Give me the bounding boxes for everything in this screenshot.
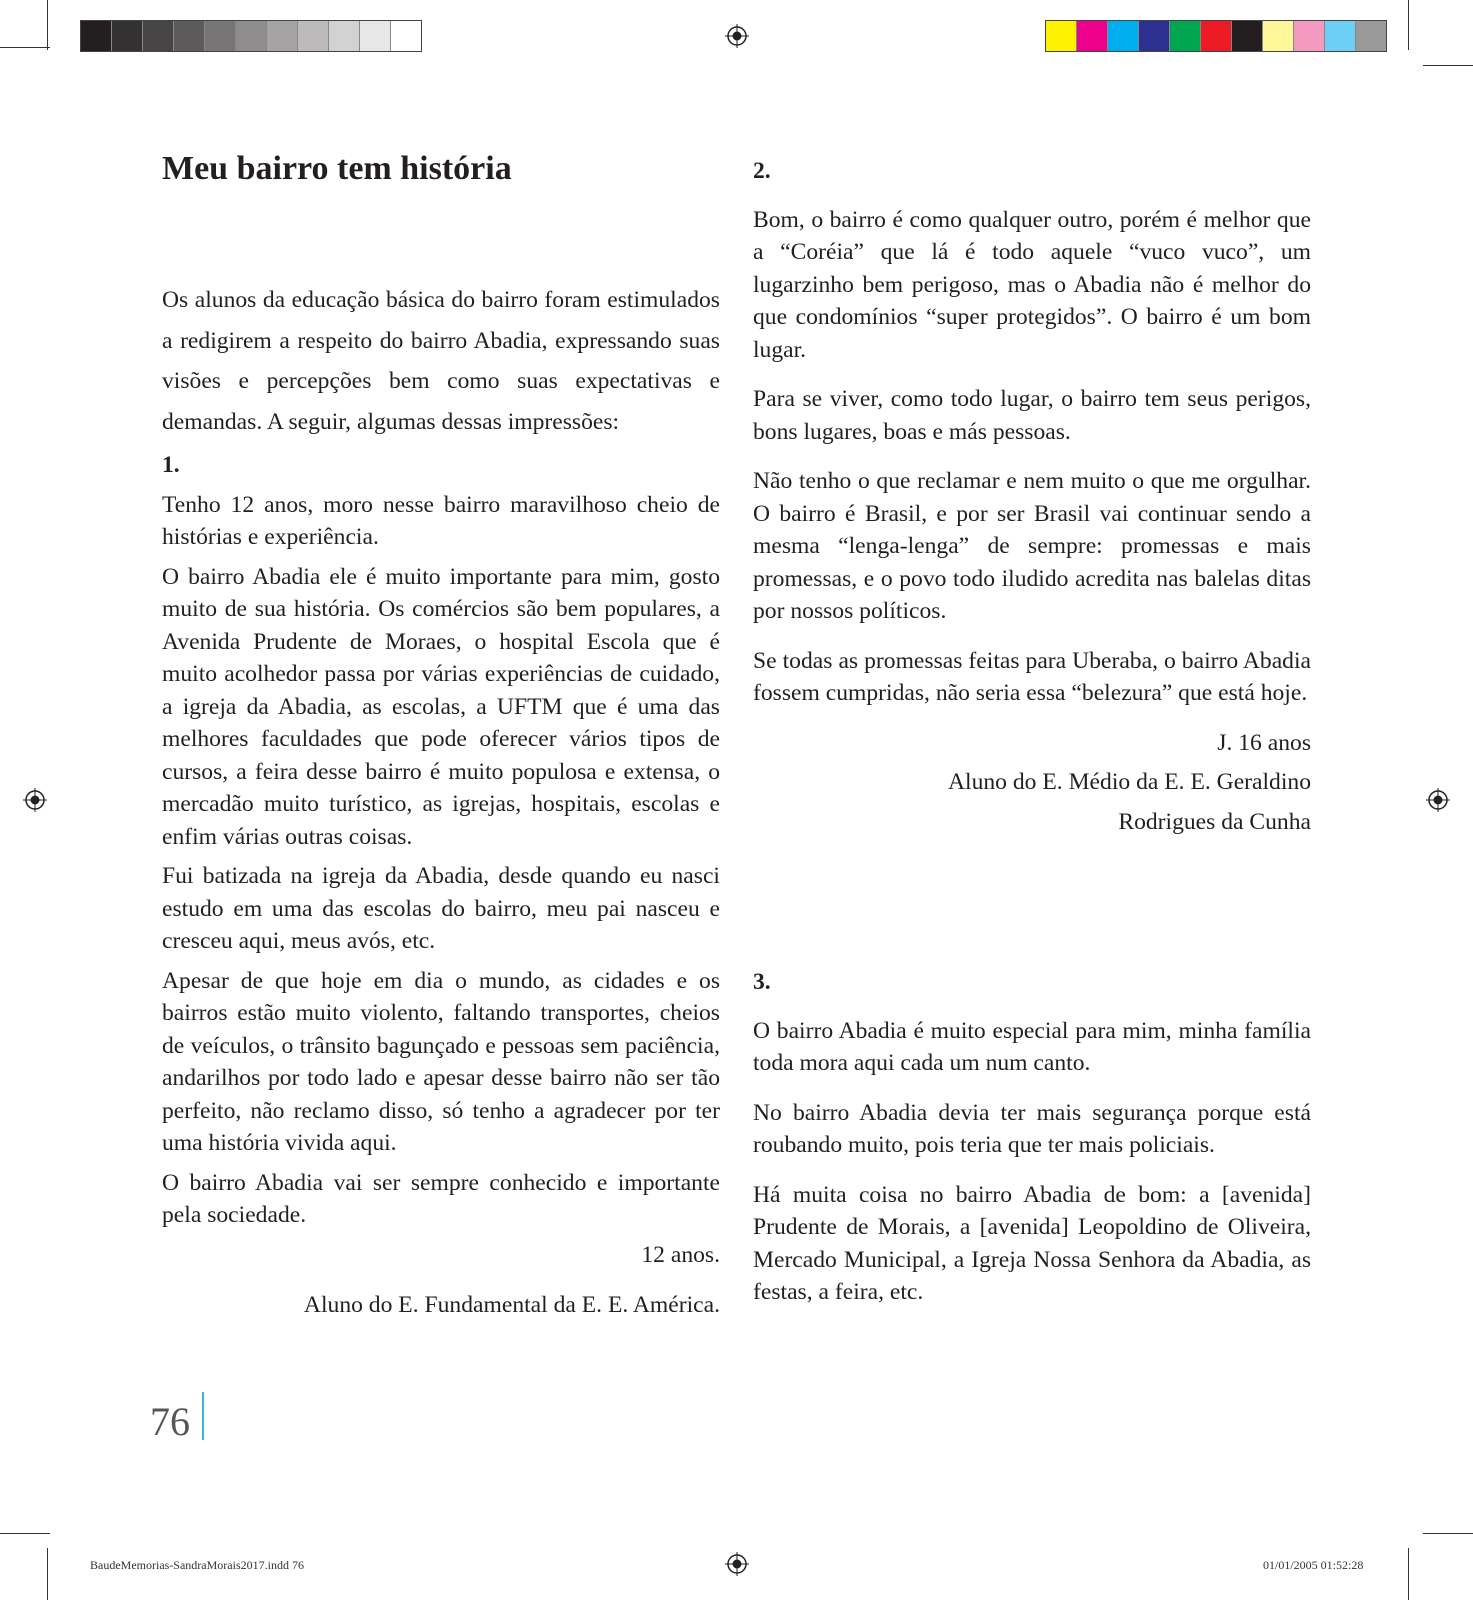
color-swatch-3 xyxy=(1108,21,1139,51)
section-1-paragraph-5: O bairro Abadia vai ser sempre conhecido e importante pela sociedade. xyxy=(162,1169,720,1228)
gray-swatch-5 xyxy=(205,21,236,51)
section-1-number: 1. xyxy=(162,452,180,478)
section-3-paragraph-1: O bairro Abadia é muito especial para mim, minha família toda mora aqui cada um num canto. xyxy=(753,1017,1311,1076)
crop-mark-bl-v xyxy=(47,1548,48,1600)
gray-swatch-7 xyxy=(267,21,298,51)
crop-mark-br-v xyxy=(1408,1548,1409,1600)
color-swatch-8 xyxy=(1263,21,1294,51)
section-1-paragraph-1: Tenho 12 anos, moro nesse bairro maravilhoso cheio de histórias e experiência. xyxy=(162,491,720,550)
crop-mark-tl-h xyxy=(0,47,50,48)
section-2-paragraph-2: Para se viver, como todo lugar, o bairro tem seus perigos, bons lugares, boas e más pessoas. xyxy=(753,386,1311,445)
crop-mark-tr-v xyxy=(1408,0,1409,50)
section-1-paragraph-4: Apesar de que hoje em dia o mundo, as cidades e os bairros estão muito violento, faltando transportes, cheios de veículos, o trânsito bagunçado e pessoas sem paciência, andarilhos por todo lado e apesar desse bairro não ser tão perfeito, não reclamo disso, só tenho a agradecer por ter uma história vivida aqui. xyxy=(162,967,720,1156)
left-column xyxy=(162,280,720,1329)
page-title: Meu bairro tem história xyxy=(162,150,512,187)
gray-swatch-8 xyxy=(298,21,329,51)
registration-mark-right-icon xyxy=(1426,788,1450,812)
section-1-author: Aluno do E. Fundamental da E. E. América. xyxy=(303,1292,720,1318)
crop-mark-tr-h xyxy=(1423,65,1473,66)
color-swatch-5 xyxy=(1170,21,1201,51)
registration-mark-bottom-icon xyxy=(725,1552,749,1576)
color-swatch-9 xyxy=(1294,21,1325,51)
crop-mark-bl-h xyxy=(0,1533,50,1534)
gray-swatch-4 xyxy=(174,21,205,51)
registration-mark-top-icon xyxy=(725,24,749,48)
section-2-signature-school: Aluno do E. Médio da E. E. Geraldino xyxy=(947,769,1311,795)
registration-mark-left-icon xyxy=(23,788,47,812)
color-swatch-7 xyxy=(1232,21,1263,51)
page-number: 76 xyxy=(150,1399,190,1444)
gray-swatch-1 xyxy=(81,21,112,51)
color-swatch-6 xyxy=(1201,21,1232,51)
color-swatch-10 xyxy=(1325,21,1356,51)
section-2-signature-age: J. 16 anos xyxy=(1217,729,1311,756)
crop-mark-tl-v xyxy=(47,0,48,50)
section-1-paragraph-2: O bairro Abadia ele é muito importante para mim, gosto muito de sua história. Os comércios são bem populares, a Avenida Prudente de Moraes, o hospital Escola que é muito acolhedor passa por várias experiências de cuidado, a igreja da Abadia, as escolas, a UFTM que é uma das melhores faculdades que pode oferecer vários tipos de cursos, a feira desse bairro é muito populosa e extensa, o mercadão muito turístico, as igrejas, hospitais, escolas e enfim várias outras coisas. xyxy=(162,563,720,850)
gray-swatch-6 xyxy=(236,21,267,51)
right-column xyxy=(753,155,1311,1316)
section-3-paragraph-3: Há muita coisa no bairro Abadia de bom: a [avenida] Prudente de Morais, a [avenida] Leopoldino de Oliveira, Mercado Municipal, a Igreja Nossa Senhora da Abadia, as festas, a feira, etc. xyxy=(753,1181,1311,1305)
section-1-age: 12 anos. xyxy=(641,1241,720,1268)
color-swatch-1 xyxy=(1046,21,1077,51)
section-2-signature-school-cont: Rodrigues da Cunha xyxy=(1118,808,1311,835)
crop-mark-br-h xyxy=(1423,1533,1473,1534)
section-2-paragraph-3: Não tenho o que reclamar e nem muito o que me orgulhar. O bairro é Brasil, e por ser Brasil vai continuar sendo a mesma “lenga-lenga” de sempre: promessas e mais promessas, e o povo todo iludido acredita nas balelas ditas por nossos políticos. xyxy=(753,468,1311,624)
gray-swatch-9 xyxy=(329,21,360,51)
intro-paragraph: Os alunos da educação básica do bairro foram estimulados a redigirem a respeito do bairro Abadia, expressando suas visões e percepções bem como suas expectativas e demandas. A seguir, algumas dessas impressões: xyxy=(162,287,720,435)
section-2-number: 2. xyxy=(753,158,771,184)
section-1-paragraph-3: Fui batizada na igreja da Abadia, desde quando eu nasci estudo em uma das escolas do bairro, meu pai nasceu e cresceu aqui, meus avós, etc. xyxy=(162,863,720,954)
color-swatch-11 xyxy=(1356,21,1386,51)
section-3-number: 3. xyxy=(753,969,771,995)
slug-filename: BaudeMemorias-SandraMorais2017.indd 76 xyxy=(90,1558,304,1572)
gray-swatch-3 xyxy=(143,21,174,51)
gray-swatch-2 xyxy=(112,21,143,51)
section-3-paragraph-2: No bairro Abadia devia ter mais segurança porque está roubando muito, pois teria que ter mais policiais. xyxy=(753,1099,1311,1158)
section-2-paragraph-4: Se todas as promessas feitas para Uberaba, o bairro Abadia fossem cumpridas, não seria essa “belezura” que está hoje. xyxy=(753,647,1311,706)
grayscale-color-bar xyxy=(80,20,422,52)
section-2-paragraph-1: Bom, o bairro é como qualquer outro, porém é melhor que a “Coréia” que lá é todo aquele “vuco vuco”, um lugarzinho bem perigoso, mas o Abadia não é melhor do que condomínios “super protegidos”. O bairro é um bom lugar. xyxy=(753,206,1311,363)
gray-swatch-11 xyxy=(391,21,421,51)
slug-datetime: 01/01/2005 01:52:28 xyxy=(1263,1558,1364,1572)
process-color-bar xyxy=(1045,20,1387,52)
color-swatch-4 xyxy=(1139,21,1170,51)
color-swatch-2 xyxy=(1077,21,1108,51)
gray-swatch-10 xyxy=(360,21,391,51)
page-number-rule xyxy=(202,1392,204,1440)
